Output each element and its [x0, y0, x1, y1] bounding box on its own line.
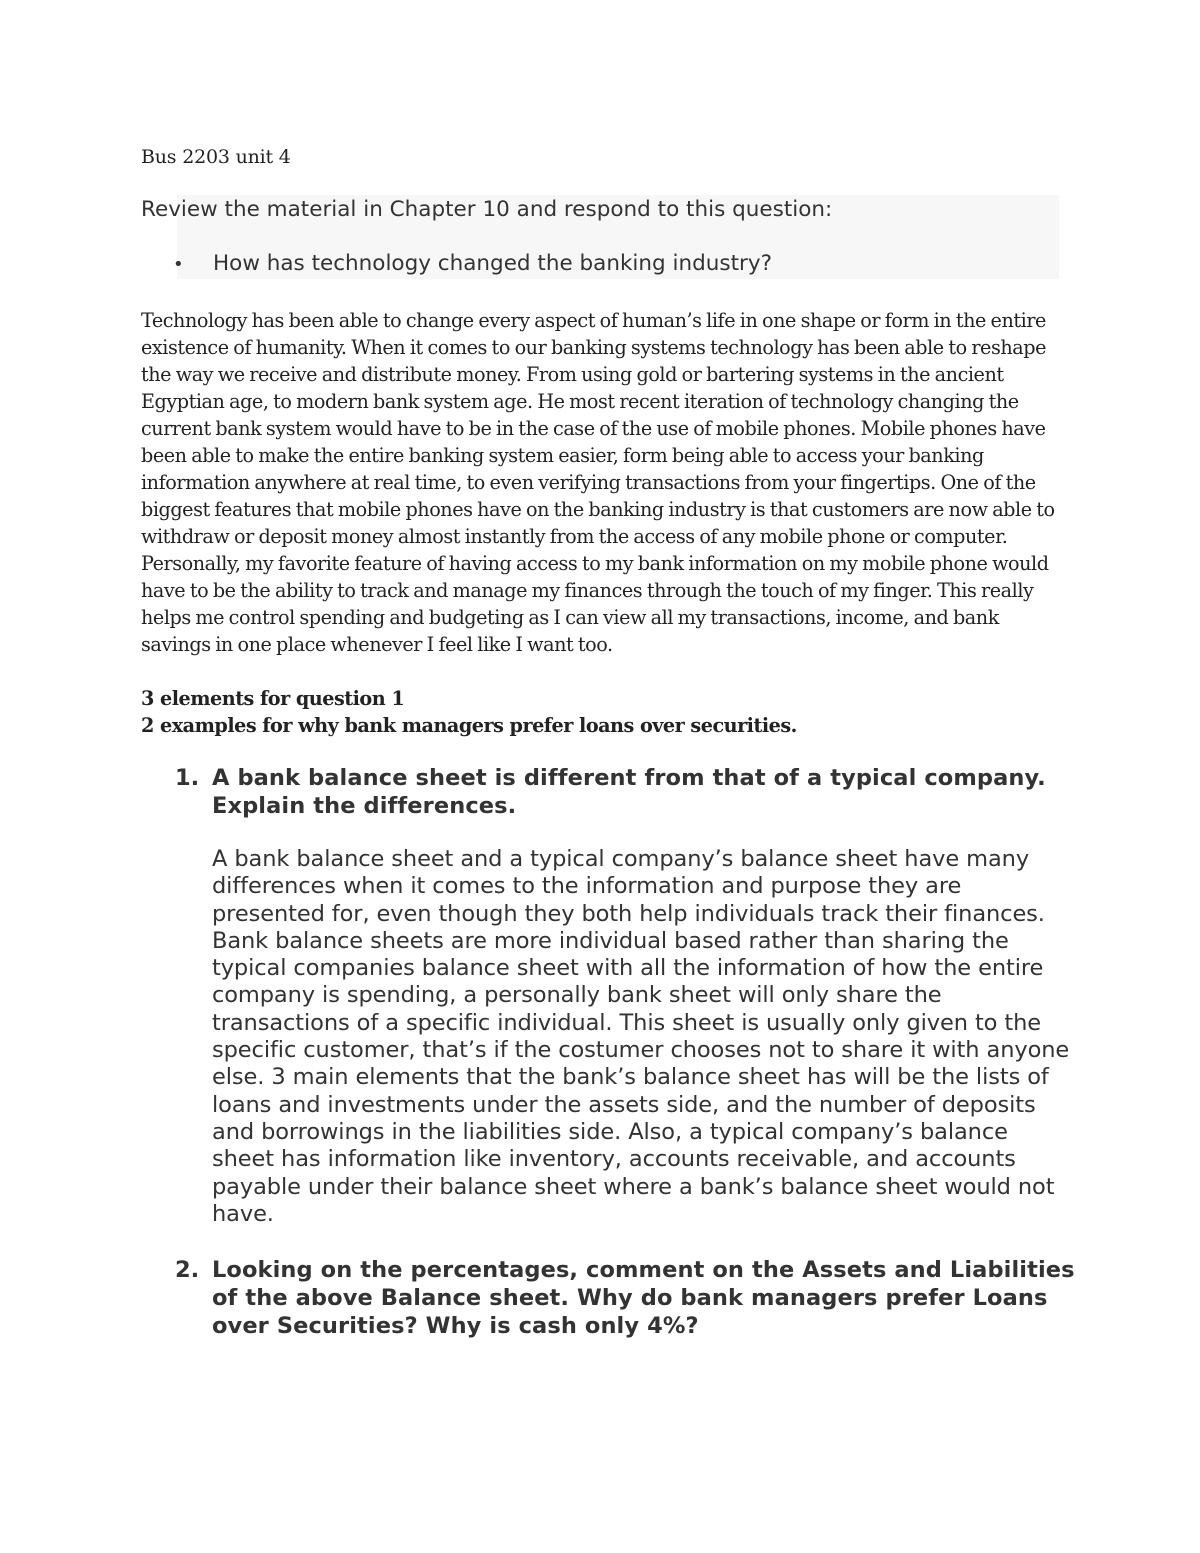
- prompt-instruction: Review the material in Chapter 10 and respond to this question:: [141, 197, 833, 222]
- question-list: [141, 764, 1075, 1340]
- prompt-question: How has technology changed the banking industry?: [213, 251, 772, 276]
- question-item-2: [141, 1256, 1075, 1340]
- prompt-bullet-item: [173, 249, 772, 280]
- essay-paragraph: Technology has been able to change every aspect of human’s life in one shape or form in the entire existence of humanity. When it comes to our banking systems technology has been able to reshape the way we receive and distribute money. From using gold or bartering systems in the ancient Egyptian age, to modern bank system age. He most recent iteration of technology changing the current bank system would have to be in the case of the use of mobile phones. Mobile phones have been able to make the entire banking system easier, form being able to access your banking information anywhere at real time, to even verifying transactions from your fingertips. One of the biggest features that mobile phones have on the banking industry is that customers are now able to withdraw or deposit money almost instantly from the access of any mobile phone or computer. Personally, my favorite feature of having access to my bank information on my mobile phone would have to be the ability to track and manage my finances through the touch of my finger. This really helps me control spending and budgeting as I can view all my transactions, income, and bank savings in one place whenever I feel like I want too.: [141, 309, 1055, 656]
- note-line-2: 2 examples for why bank managers prefer loans over securities.: [141, 714, 797, 737]
- bullet-icon: •: [173, 254, 184, 275]
- question-item-1: [141, 764, 1070, 1228]
- question-text: A bank balance sheet is different from that of a typical company. Explain the differences.: [212, 765, 1046, 819]
- note-line-1: 3 elements for question 1: [141, 687, 405, 710]
- notes-block: [141, 685, 1061, 739]
- assignment-prompt: [141, 193, 1059, 279]
- question-text: Looking on the percentages, comment on the Assets and Liabilities of the above Balance sheet. Why do bank managers prefer Loans over Securities? Why is cash only 4%?: [212, 1257, 1075, 1340]
- answer-paragraph: A bank balance sheet and a typical company’s balance sheet have many differences when it comes to the information and purpose they are presented for, even though they both help individuals track their finances. Bank balance sheets are more individual based rather than sharing the typical companies balance sheet with all the information of how the entire company is spending, a personally bank sheet will only share the transactions of a specific individual. This sheet is usually only given to the specific customer, that’s if the costumer chooses not to share it with anyone else. 3 main elements that the bank’s balance sheet has will be the lists of loans and investments under the assets side, and the number of deposits and borrowings in the liabilities side. Also, a typical company’s balance sheet has information like inventory, accounts receivable, and accounts payable under their balance sheet where a bank’s balance sheet would not have.: [212, 846, 1070, 1227]
- question-number: 1.: [175, 765, 200, 791]
- question-number: 2.: [175, 1257, 200, 1284]
- document-title: Bus 2203 unit 4: [141, 146, 291, 168]
